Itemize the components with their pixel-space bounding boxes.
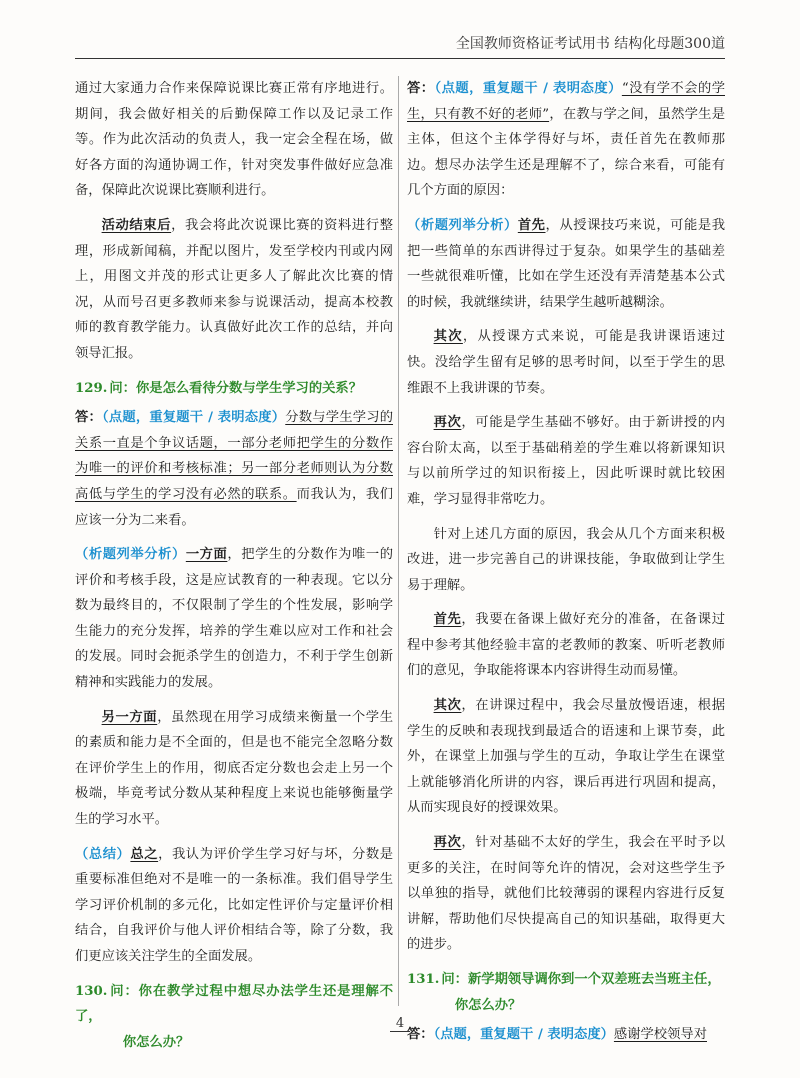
right-column <box>407 76 725 1057</box>
left-column <box>75 76 393 1059</box>
analysis-tag: （析题列举分析） <box>407 217 518 233</box>
answer-129: 答：（点题，重复题干 / 表明态度）分数与学生学习的关系一直是个争议话题，一部分老师把学生的分数作为唯一的评价和考核标准；另一部分老师则认为分数高低与学生的学习没有必然的联系。而我认为，我们应该一分为二来看。 <box>75 410 394 528</box>
analysis-tag: （析题列举分析） <box>75 547 186 563</box>
paragraph-logistics: 通过大家通力合作来保障说课比赛正常有序地进行。期间，我会做好相关的后勤保障工作以及记录工作等。作为此次活动的负责人，我一定会全程在场，做好各方面的沟通协调工作，针对突发事件做好应急准备，保障此次说课比赛顺利进行。 <box>75 81 393 199</box>
question-131: 131. 问：新学期领导调你到一个双差班去当班主任， 你怎么办？ <box>407 972 721 1013</box>
header-title: 全国教师资格证考试用书 结构化母题300道 <box>455 36 725 52</box>
question-130: 130. 问：你在教学过程中想尽办法学生还是理解不了， 你怎么办？ <box>75 983 393 1050</box>
paragraph-first-reason: （析题列举分析）首先，从授课技巧来说，可能是我把一些简单的东西讲得过于复杂。如果学生的基础差一些就很难听懂，比如在学生还没有弄清楚基本公式的时候，我就继续讲，结果学生越听越糊涂。 <box>407 217 726 310</box>
answer-130: 答：（点题，重复题干 / 表明态度）“没有学不会的学生，只有教不好的老师”，在教与学之间，虽然学生是主体，但这个主体学得好与坏，责任首先在教师那边。想尽办法学生还是理解不了，综合来看，可能有几个方面的原因： <box>407 81 725 199</box>
page-number: 4 <box>390 1016 410 1032</box>
page-header <box>75 30 725 59</box>
paragraph-other-hand: 另一方面，虽然现在用学习成绩来衡量一个学生的素质和能力是不全面的，但是也不能完全忽略分数在评价学生上的作用，彻底否定分数也会走上另一个极端，毕竟考试分数从某种程度上来说也能够衡量学生的学习水平。 <box>75 709 394 828</box>
answer-tag: （点题，重复题干 / 表明态度） <box>434 81 622 96</box>
lead-phrase: 活动结束后 <box>101 217 172 233</box>
paragraph-summary: （总结）总之，我认为评价学生学习好与坏，分数是重要标准但绝对不是唯一的一条标准。我们倡导学生学习评价机制的多元化，比如定性评价与定量评价相结合，自我评价与他人评价相结合等，除了分数，我们更应该关注学生的全面发展。 <box>75 846 394 964</box>
paragraph-measures: 针对上述几方面的原因，我会从几个方面来积极改进，进一步完善自己的讲课技能，争取做到让学生易于理解。 <box>407 526 725 593</box>
paragraph-measure-2: 其次，在讲课过程中，我会尽量放慢语速，根据学生的反映和表现找到最适合的语速和上课节奏，此外，在课堂上加强与学生的互动，争取让学生在课堂上就能够消化所讲的内容，课后再进行巩固和提高，从而实现良好的授课效果。 <box>407 698 726 816</box>
paragraph-one-hand: （析题列举分析）一方面，把学生的分数作为唯一的评价和考核手段，这是应试教育的一种表现。它以分数为最终目的，不仅限制了学生的个性发展，影响学生能力的充分发挥，培养的学生难以应对工作和社会的发展。同时会扼杀学生的创造力，不利于学生创新精神和实践能力的发展。 <box>75 547 394 691</box>
paragraph-third-reason: 再次，可能是学生基础不够好。由于新讲授的内容台阶太高，以至于基础稍差的学生难以将新课知识与以前所学过的知识衔接上，因此听课时就比较困难，学习显得非常吃力。 <box>407 415 726 507</box>
answer-131: 答：（点题，重复题干 / 表明态度）感谢学校领导对 <box>407 1027 707 1043</box>
paragraph-measure-1: 首先，我要在备课上做好充分的准备，在备课过程中参考其他经验丰富的老教师的教案、听听老教师们的意见，争取能将课本内容讲得生动而易懂。 <box>407 612 726 679</box>
page-footer <box>0 1016 800 1032</box>
paragraph-after-event: 活动结束后，我会将此次说课比赛的资料进行整理，形成新闻稿，并配以图片，发至学校内刊或内网上，用图文并茂的形式让更多人了解此次比赛的情况，从而号召更多教师来参与说课活动，提高本校教师的教育教学能力。认真做好此次工作的总结，并向领导汇报。 <box>75 217 394 361</box>
question-129: 129. 问：你是怎么看待分数与学生学习的关系？ <box>75 380 363 396</box>
column-divider <box>398 76 399 1006</box>
answer-tag: （点题，重复题干 / 表明态度） <box>102 410 286 426</box>
paragraph-measure-3: 再次，针对基础不太好的学生，我会在平时予以更多的关注，在时间等允许的情况，会对这些学生予以单独的指导，就他们比较薄弱的课程内容进行反复讲解，帮助他们尽快提高自己的知识基础，取得更大的进步。 <box>407 835 726 953</box>
paragraph-second-reason: 其次，从授课方式来说，可能是我讲课语速过快。没给学生留有足够的思考时间，以至于学生的思维跟不上我讲课的节奏。 <box>407 329 726 396</box>
answer-tag: （点题，重复题干 / 表明态度） <box>433 1027 614 1043</box>
summary-tag: （总结） <box>75 846 131 862</box>
